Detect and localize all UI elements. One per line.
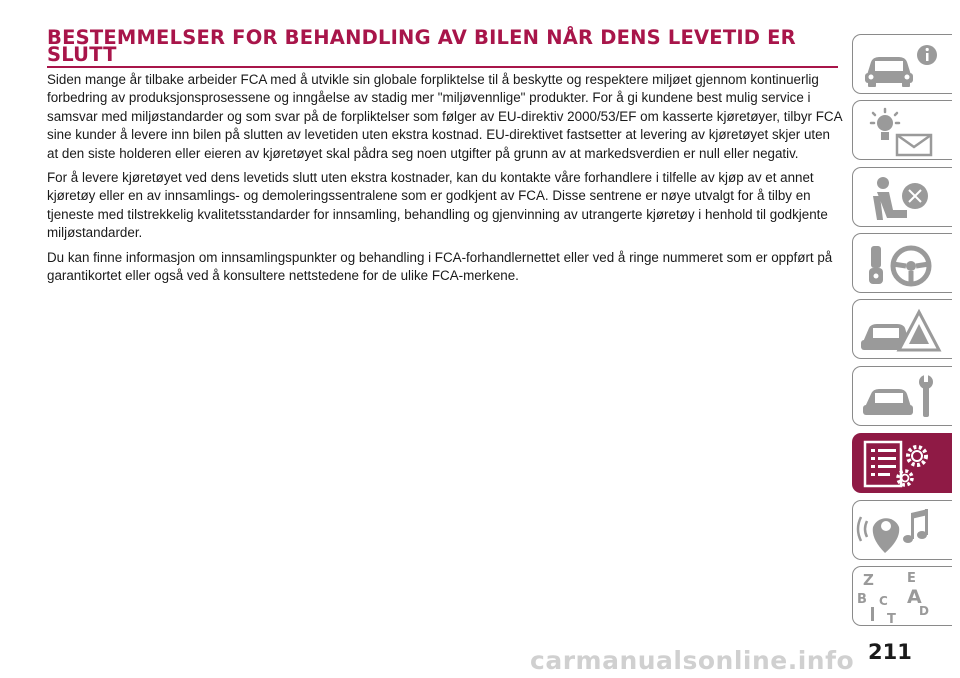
paragraph-environment: Siden mange år tilbake arbeider FCA med å utvikle sin globale forpliktelse til å beskytte og respektere miljøet gjennom kontinuerlig forbedring av produksjonsprosessene og inngåelse av stadig mer "miljøvennlige" produkter. For å gi kundene best mulig service i samsvar med miljøstandarder og som svar på de forpliktelser som følger av EU-direktiv 2000/53/EF om kasserte kjøretøyer, tilbyr FCA sine kunder å levere inn bilen på slutten av levetiden uten ekstra kostnad. EU-direktivet fastsetter at levering av kjøretøyet skjer uten at den siste holderen eller eieren av kjøretøyet skal pådra seg noen utgifter på grunn av at markedsverdien er null eller negativ. bbox=[47, 72, 842, 161]
seat-airbag-icon bbox=[853, 168, 953, 228]
key-steering-wheel-icon bbox=[853, 234, 953, 294]
tab-safety[interactable] bbox=[852, 167, 952, 227]
page-title: BESTEMMELSER FOR BEHANDLING AV BILEN NÅR DENS LEVETID ER SLUTT bbox=[47, 26, 796, 66]
tab-warning-lights[interactable] bbox=[852, 100, 952, 160]
index-letter: C bbox=[879, 594, 888, 608]
index-letter: B bbox=[857, 592, 867, 607]
index-letter: Z bbox=[863, 571, 874, 589]
tab-multimedia[interactable] bbox=[852, 500, 952, 560]
tab-car-info[interactable] bbox=[852, 34, 952, 94]
index-letter: E bbox=[907, 571, 916, 586]
page-number: 211 bbox=[868, 640, 912, 664]
tab-emergency[interactable] bbox=[852, 299, 952, 359]
paragraph-delivery: For å levere kjøretøyet ved dens levetids slutt uten ekstra kostnader, kan du kontakte våre forhandlere i tilfelle av kjøp av et annet kjøretøy eller en av innsamlings- og demoleringssentralene som er godkjent av FCA. Disse sentrene er nøye utvalgt for å tilby en tjeneste med tilstrekkelig kvalitetsstandarder for innsamling, behandling og gjenvinning av utrangerte kjøretøy i henhold til godkjente miljøstandarder. bbox=[47, 170, 828, 241]
car-info-icon bbox=[853, 35, 953, 95]
multimedia-note-icon bbox=[853, 501, 953, 561]
car-breakdown-warning-icon bbox=[853, 300, 953, 360]
tab-technical-data[interactable] bbox=[852, 433, 952, 493]
section-body bbox=[47, 71, 842, 291]
index-letter: D bbox=[919, 604, 929, 618]
index-letter: A bbox=[907, 586, 922, 608]
tab-index[interactable] bbox=[852, 566, 952, 626]
chapter-tabs bbox=[852, 34, 960, 627]
title-divider bbox=[47, 66, 838, 68]
technical-data-gears-icon bbox=[853, 434, 953, 494]
alphabetical-index-icon bbox=[853, 567, 953, 627]
tab-starting-driving[interactable] bbox=[852, 233, 952, 293]
index-letter: T bbox=[887, 612, 896, 627]
car-maintenance-wrench-icon bbox=[853, 367, 953, 427]
paragraph-information: Du kan finne informasjon om innsamlingspunkter og behandling i FCA-forhandlernettet eller ved å ringe nummeret som er oppført på garantikortet eller også ved å konsultere nettstedene for de ulike FCA-merkene. bbox=[47, 249, 833, 284]
watermark-logo: carmanualsonline.info bbox=[530, 646, 855, 675]
warning-lights-message-icon bbox=[853, 101, 953, 161]
tab-maintenance[interactable] bbox=[852, 366, 952, 426]
